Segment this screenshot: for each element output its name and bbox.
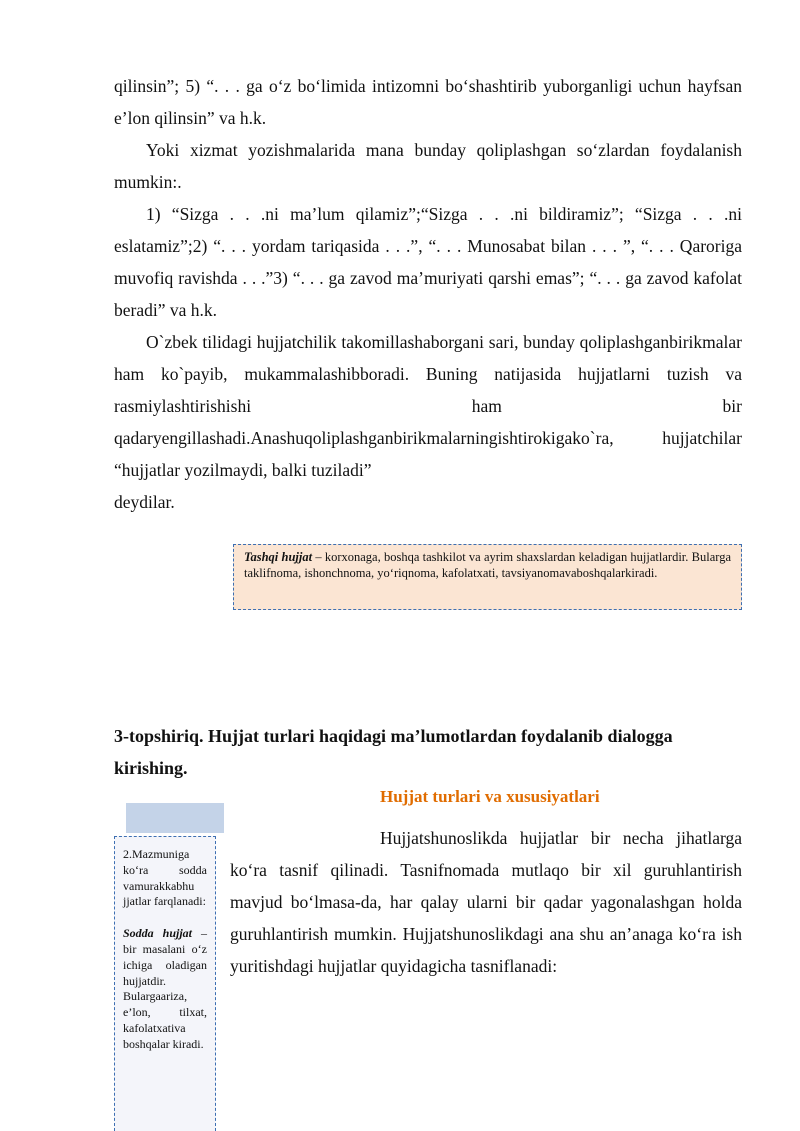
callout-external-document [233, 544, 742, 610]
task-heading: 3-topshiriq. Hujjat turlari haqidagi ma’lumotlardan foydalanib dialogga kirishing. [114, 726, 673, 778]
section-heading: Hujjat turlari va xususiyatlari [380, 787, 600, 806]
sidebar-definition: – bir masalani o‘z ichiga oladigan hujjatdir. Bulargaariza, e’lon, tilxat, kafolatxativa boshqalar kiradi. [123, 926, 207, 1051]
sidebar-note [114, 836, 216, 1131]
paragraph-formula-intro: Yoki xizmat yozishmalarida mana bunday qoliplashgan so‘zlardan foydalanish mumkin:. [114, 140, 742, 192]
paragraph-closing: deydilar. [114, 492, 175, 512]
callout-term: Tashqi hujjat [244, 550, 313, 564]
section-body: Hujjatshunoslikda hujjatlar bir necha jihatlarga ko‘ra tasnif qilinadi. Tasnifnomada mutlaqo bir xil guruhlantirish mavjud bo‘lmasa-da, har qalay ularni bir qadar yagonalashgan holda guruhlantirish mumkin. Hujjatshunoslikdagi ana shu an’anaga ko‘ra ish yuritishdagi hujjatlar quyidagicha tasniflanadi: [230, 828, 742, 976]
sidebar-intro: 2.Mazmuniga ko‘ra sodda vamurakkabhu jjatlar farqlanadi: [123, 847, 207, 909]
paragraph-continuation: qilinsin”; 5) “. . . ga o‘z bo‘limida intizomni bo‘shashtirib yuborganligi uchun hayfsan e’lon qilinsin” va h.k. [114, 76, 742, 128]
sidebar-tab [126, 803, 224, 833]
callout-definition: – korxonaga, boshqa tashkilot va ayrim shaxslardan keladigan hujjatlardir. Bularga taklifnoma, ishonchnoma, yo‘riqnoma, kafolatxati, tavsiyanomavaboshqalarkiradi. [244, 550, 731, 580]
paragraph-formula-examples: 1) “Sizga . . .ni ma’lum qilamiz”;“Sizga . . .ni bildiramiz”; “Sizga . . .ni eslatamiz”;2) “. . . yordam tariqasida . . .”, “. . . Munosabat bilan . . . ”, “. . . Qaroriga muvofiq ravishda . . .”3) “. . . ga zavod ma’muriyati qarshi emas”; “. . . ga zavod kafolat beradi” va h.k. [114, 204, 742, 320]
sidebar-term: Sodda hujjat [123, 926, 193, 941]
paragraph-uzbek-documentation: O`zbek tilidagi hujjatchilik takomillashaborgani sari, bunday qoliplashganbirikmalar ham ko`payib, mukammalashibboradi. Buning natijasida hujjatlarni tuzish va rasmiylashtirishishi ham bir qadaryengillashadi.Anashuqoliplashganbirikmalarningishtirokigako`ra, hujjatchilar “hujjatlar yozilmaydi, balki tuziladi” [114, 332, 742, 480]
